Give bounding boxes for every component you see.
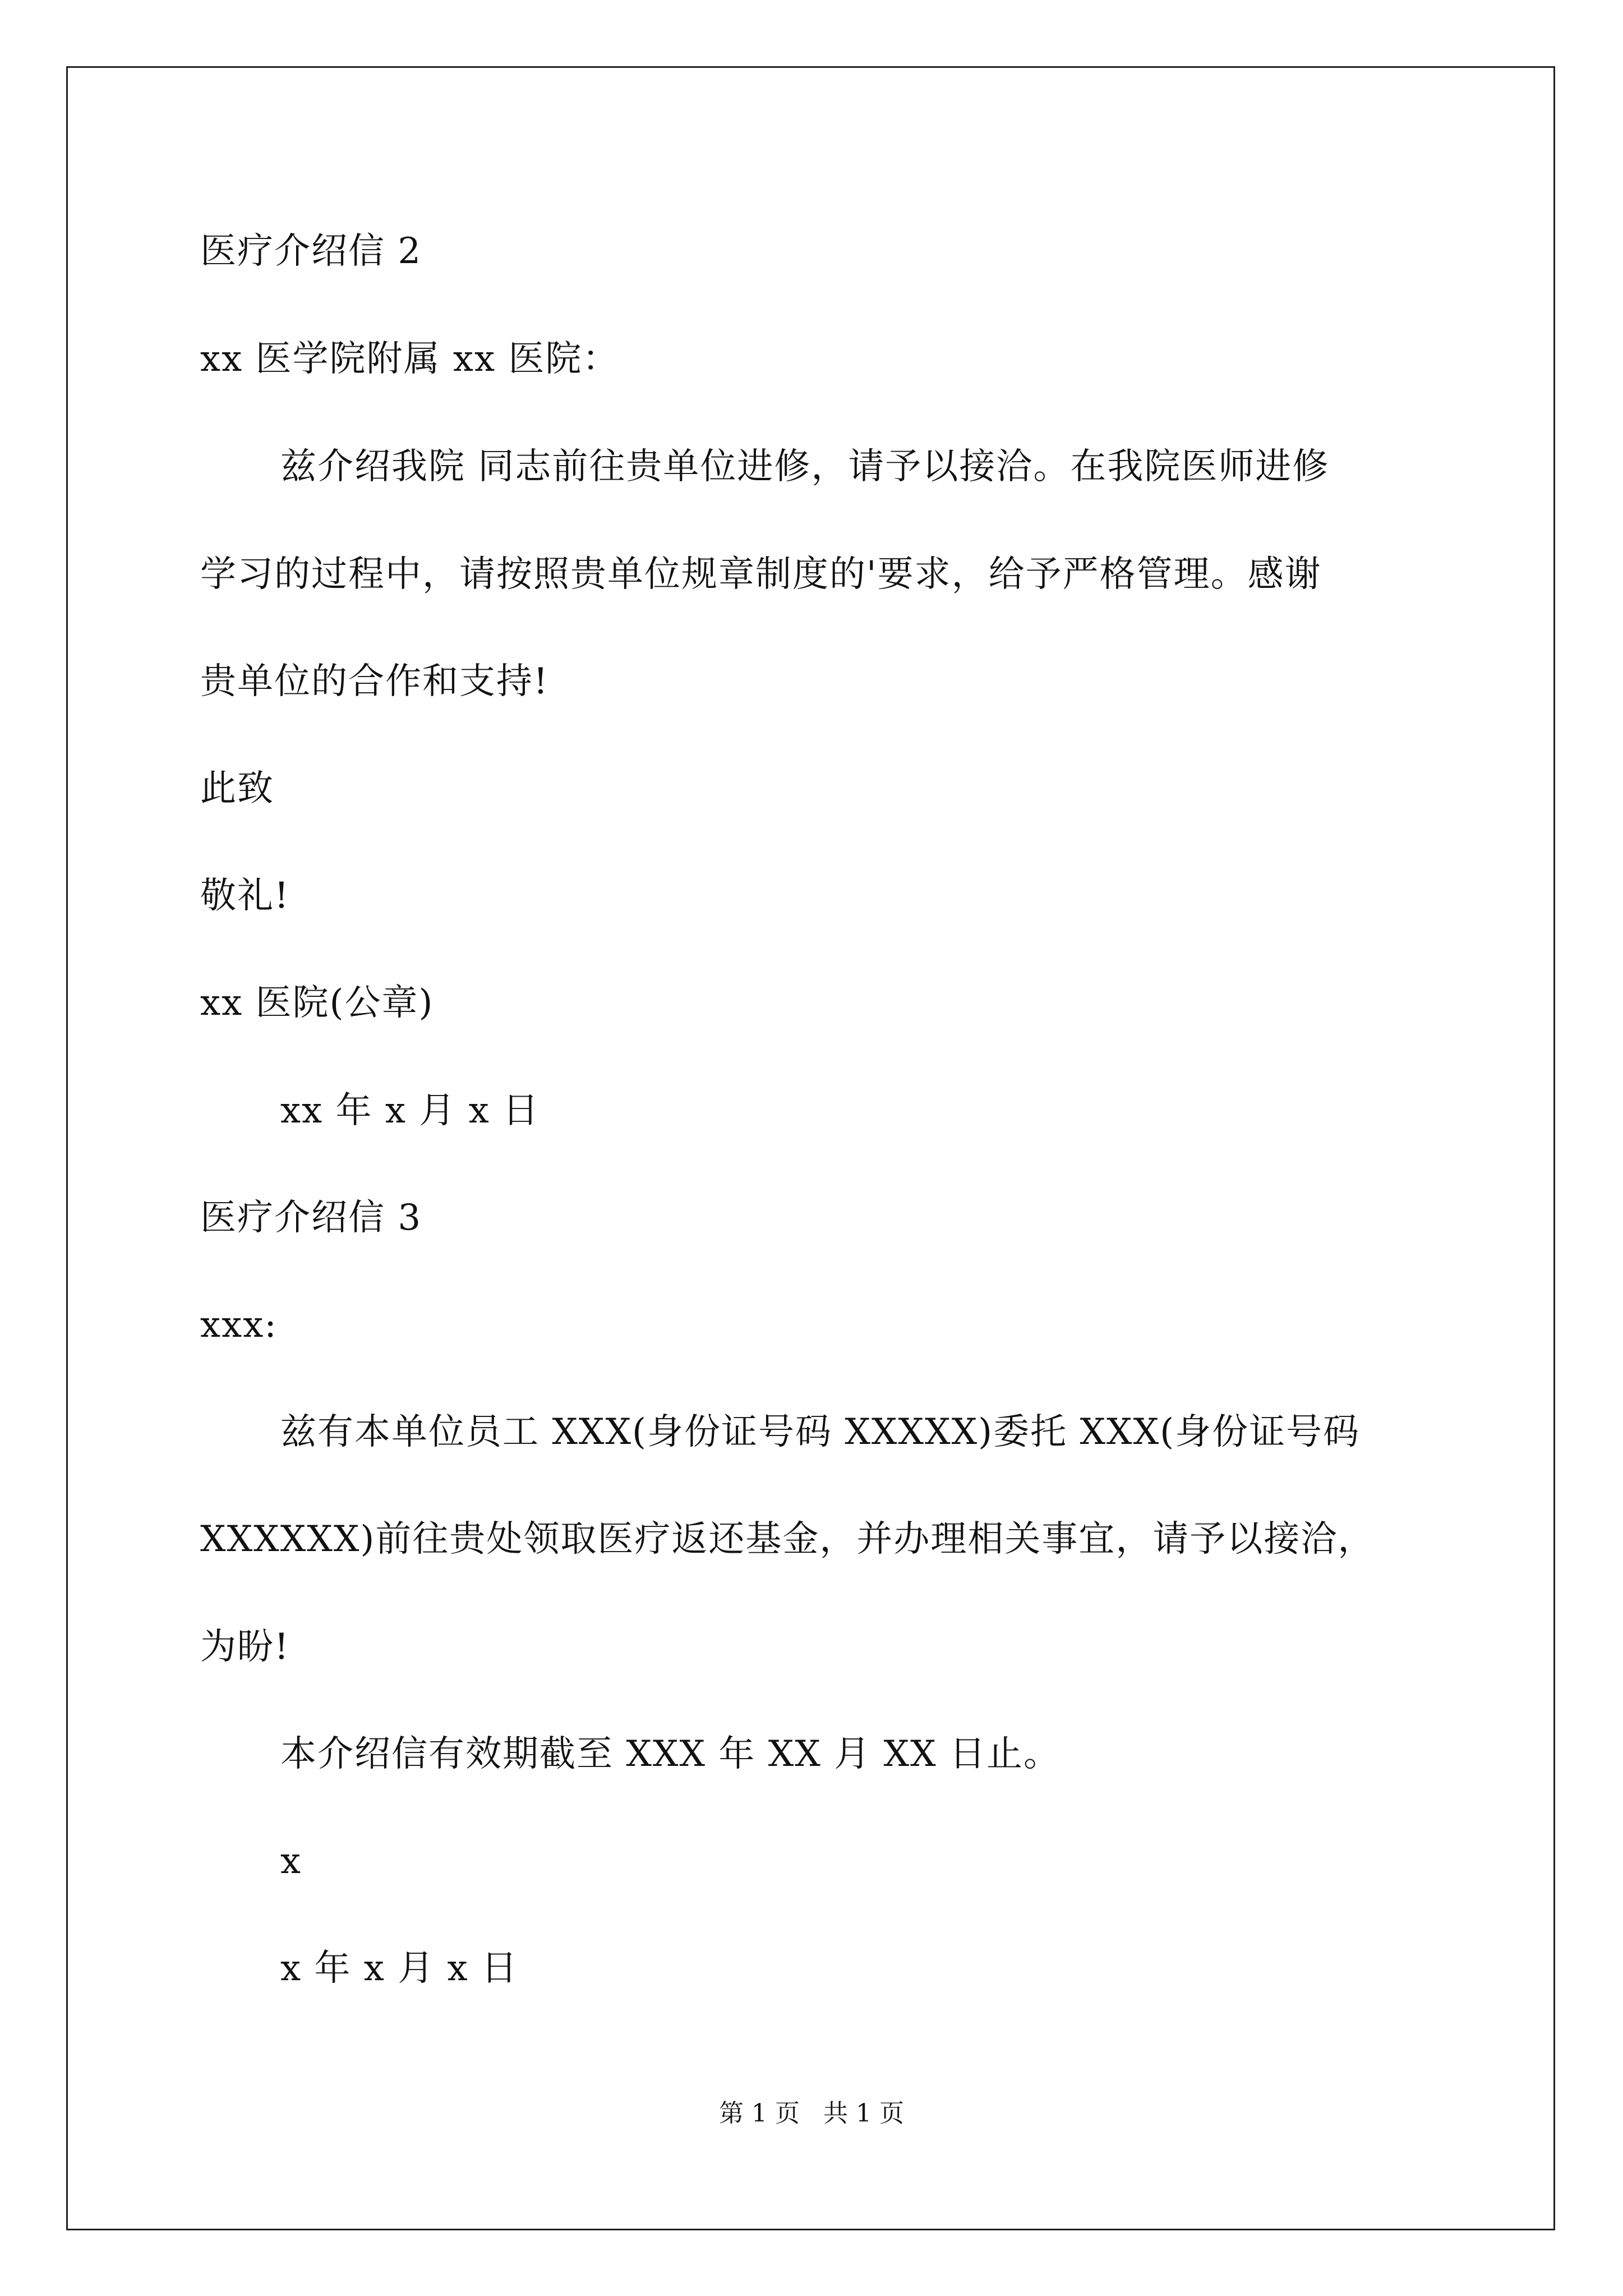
page-footer: 第 1 页 共 1 页 — [719, 2099, 904, 2128]
letter3-salutation: xxx: — [200, 1304, 278, 1346]
letter2-signature: xx 医院(公章) — [200, 982, 434, 1024]
letter3-body-line-3: 为盼! — [200, 1626, 290, 1668]
letter2-body-line-1: 兹介绍我院 同志前往贵单位进修，请予以接洽。在我院医师进修 — [280, 446, 1330, 487]
letter2-body-line-2: 学习的过程中，请按照贵单位规章制度的'要求，给予严格管理。感谢 — [200, 554, 1322, 595]
letter3-validity: 本介绍信有效期截至 XXX 年 XX 月 XX 日止。 — [280, 1733, 1061, 1775]
letter2-title: 医疗介绍信 2 — [200, 231, 422, 272]
letter3-title: 医疗介绍信 3 — [200, 1197, 422, 1239]
letter2-salutation: xx 医学院附属 xx 医院： — [200, 338, 620, 380]
letter3-body-line-2: XXXXXX)前往贵处领取医疗返还基金，并办理相关事宜，请予以接洽， — [200, 1519, 1375, 1560]
letter3-date: x 年 x 月 x 日 — [280, 1948, 518, 1989]
letter3-signature: x — [280, 1841, 302, 1882]
letter2-closing-2: 敬礼! — [200, 875, 290, 917]
letter2-closing-1: 此致 — [200, 768, 274, 809]
letter2-date: xx 年 x 月 x 日 — [280, 1090, 540, 1131]
page-border — [66, 66, 1555, 2230]
letter3-body-line-1: 兹有本单位员工 XXX(身份证号码 XXXXX)委托 XXX(身份证号码 — [280, 1411, 1361, 1453]
letter2-body-line-3: 贵单位的合作和支持! — [200, 661, 549, 702]
